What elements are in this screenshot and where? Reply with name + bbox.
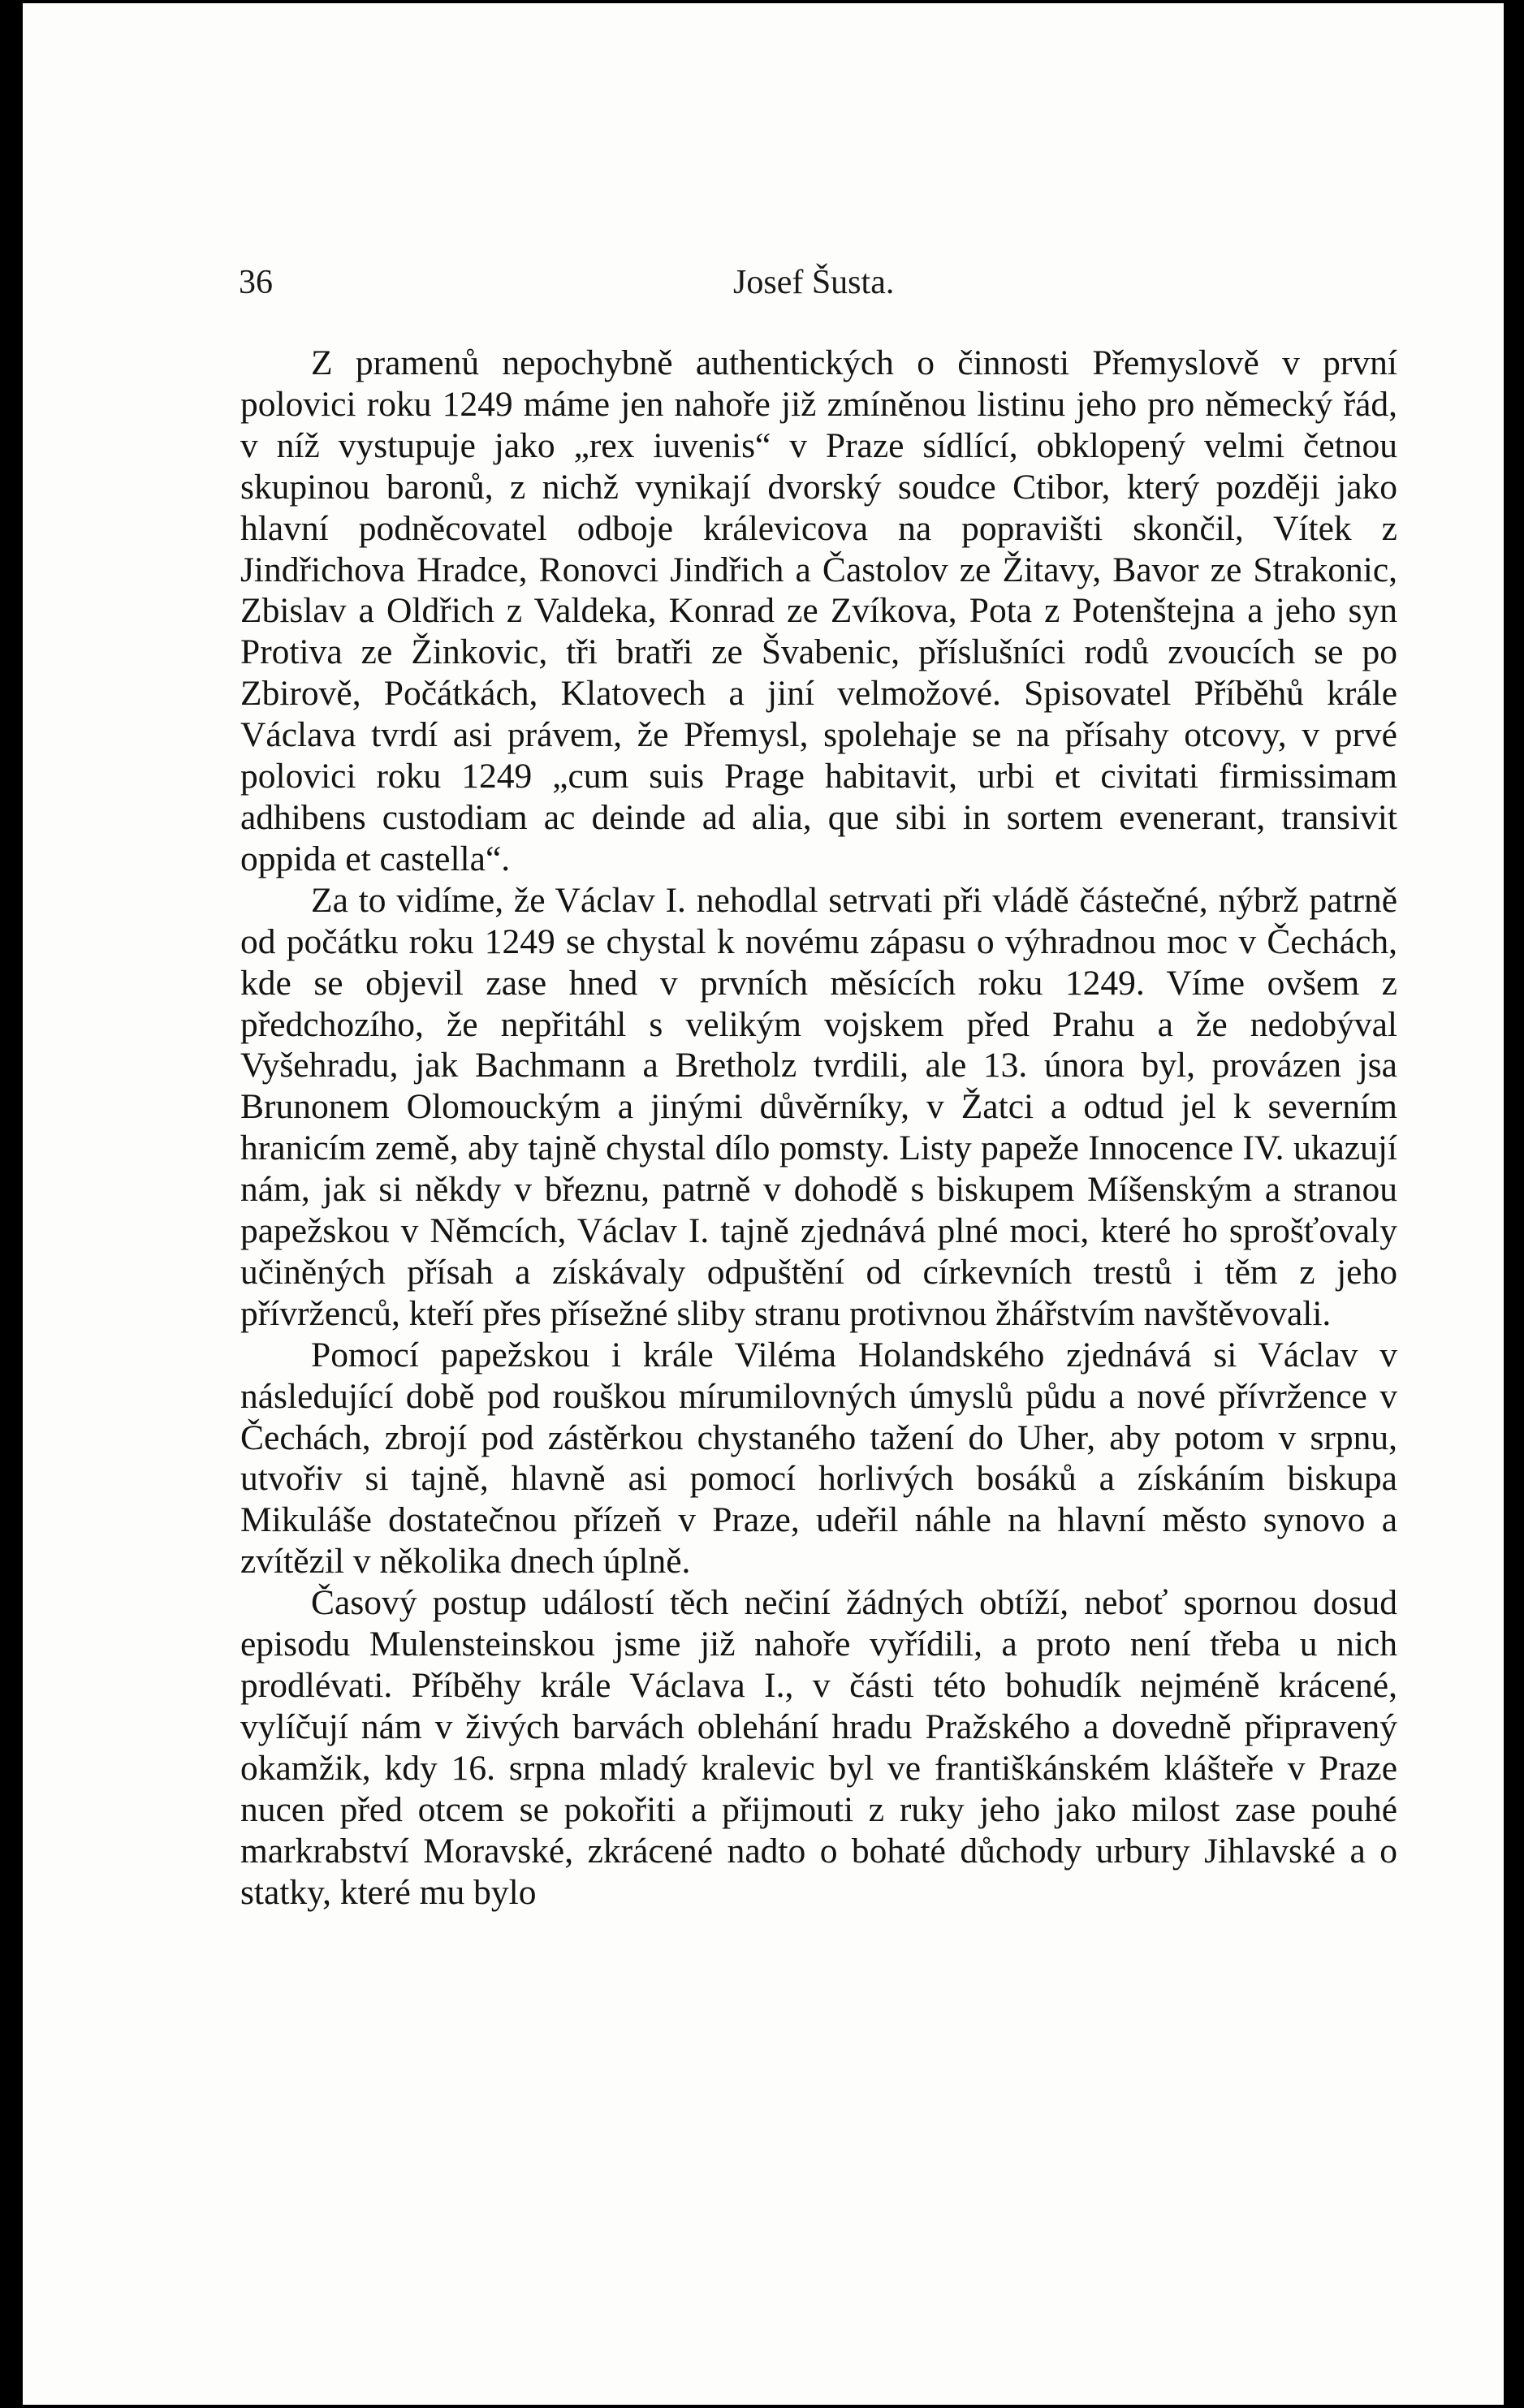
book-page [23,3,1504,2405]
page-number: 36 [239,264,273,301]
paragraph: Časový postup událostí těch nečiní žádných obtíží, neboť spornou dosud episodu Mulensteinskou jsme již nahoře vyřídili, a proto není třeba u nich prodlévati. Příběhy krále Václava I., v části této bohudík nejméně krácené, vylíčují nám v živých barvách oblehání hradu Pražského a dovedně připravený okamžik, kdy 16. srpna mladý kralevic byl ve františkánském klášteře v Praze nucen před otcem se pokořiti a přijmouti z ruky jeho jako milost zase pouhé markrabství Moravské, zkrácené nadto o bohaté důchody urbury Jihlavské a o statky, které mu bylo [240,1583,1397,1912]
running-title: Josef Šusta. [733,264,895,301]
paragraph: Za to vidíme, že Václav I. nehodlal setrvati při vládě částečné, nýbrž patrně od počátku roku 1249 se chystal k novému zápasu o výhradnou moc v Čechách, kde se objevil zase hned v prvních měsících roku 1249. Víme ovšem z předchozího, že nepřitáhl s velikým vojskem před Prahu a že nedobýval Vyšehradu, jak Bachmann a Bretholz tvrdili, ale 13. února byl, provázen jsa Brunonem Olomouckým a jinými důvěrníky, v Žatci a odtud jel k severním hranicím země, aby tajně chystal dílo pomsty. Listy papeže Innocence IV. ukazují nám, jak si někdy v březnu, patrně v dohodě s biskupem Míšenským a stranou papežskou v Němcích, Václav I. tajně zjednává plné moci, které ho sprošťovaly učiněných přísah a získávaly odpuštění od církevních trestů i těm z jeho přívrženců, kteří přes přísežné sliby stranu protivnou žhářstvím navštěvovali. [240,880,1397,1333]
paragraph: Z pramenů nepochybně authentických o činnosti Přemyslově v první polovici roku 1249 máme jen nahoře již zmíněnou listinu jeho pro německý řád, v níž vystupuje jako „rex iuvenis“ v Praze sídlící, obklopený velmi četnou skupinou baronů, z nichž vynikají dvorský soudce Ctibor, který později jako hlavní podněcovatel odboje králevicova na popravišti skončil, Vítek z Jindřichova Hradce, Ronovci Jindřich a Častolov ze Žitavy, Bavor ze Strakonic, Zbislav a Oldřich z Valdeka, Konrad ze Zvíkova, Pota z Potenštejna a jeho syn Protiva ze Žinkovic, tři bratři ze Švabenic, příslušníci rodů zvoucích se po Zbirově, Počátkách, Klatovech a jiní velmožové. Spisovatel Příběhů krále Václava tvrdí asi právem, že Přemysl, spolehaje se na přísahy otcovy, v prvé polovici roku 1249 „cum suis Prage habitavit, urbi et civitati firmissimam adhibens custodiam ac deinde ad alia, que sibi in sortem evenerant, transivit oppida et castella“. [240,343,1397,878]
paragraph: Pomocí papežskou i krále Viléma Holandského zjednává si Václav v následující době pod rouškou mírumilovných úmyslů půdu a nové přívržence v Čechách, zbrojí pod zástěrkou chystaného tažení do Uher, aby potom v srpnu, utvořiv si tajně, hlavně asi pomocí horlivých bosáků a získáním biskupa Mikuláše dostatečnou přízeň v Praze, udeřil náhle na hlavní město synovo a zvítězil v několika dnech úplně. [240,1335,1397,1582]
body-text [240,343,1397,1913]
running-head [23,263,1504,312]
